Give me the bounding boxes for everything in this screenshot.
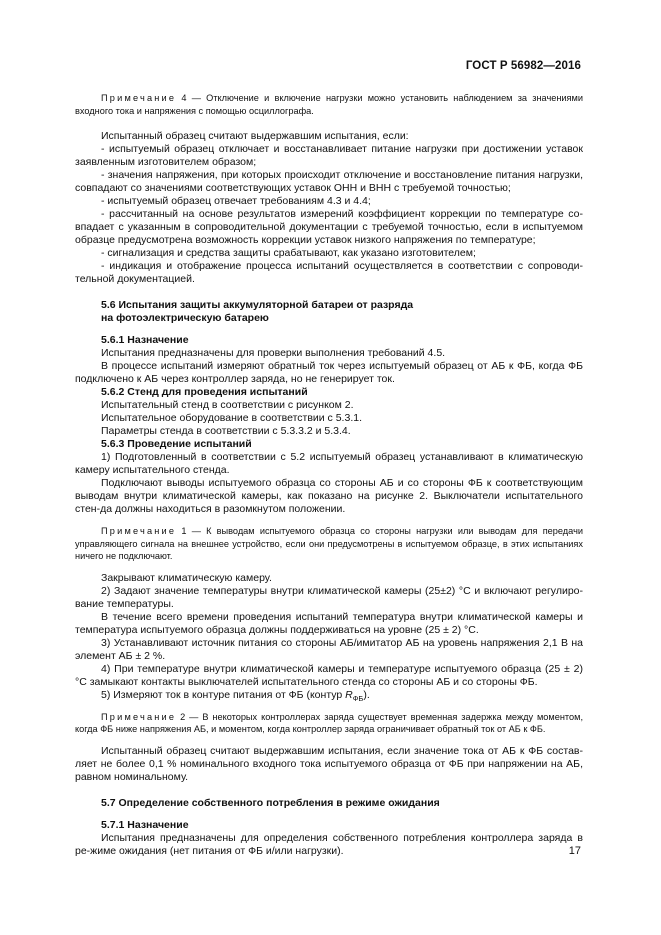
- passed-item: - испытуемый образец отключает и восстанавливает питание нагрузки при достижении уставок заявленным изготовителем образом;: [75, 143, 583, 168]
- paragraph: Испытанный образец считают выдержавшим испытания, если значение тока от АБ к ФБ состав-ляет не более 0,1 % номинального входного тока испытуемого образца от ФБ при напряжении на АБ, равном номинальному.: [75, 744, 583, 783]
- page-number: 17: [568, 845, 581, 857]
- paragraph: Параметры стенда в соответствии с 5.3.3.2 и 5.3.4.: [101, 425, 351, 437]
- paragraph: Закрывают климатическую камеру.: [101, 571, 272, 584]
- paragraph-step-5: [75, 689, 583, 705]
- section-5-7-1-title: 5.7.1 Назначение: [101, 818, 189, 831]
- note-4: [75, 92, 583, 117]
- passed-item: - значения напряжения, при которых происходит отключение и восстановление питания нагрузки, совпадают со значениями соответствующих уставок ОНН и ВНН с требуемой точностью;: [75, 169, 583, 194]
- paragraph: Испытательный стенд в соответствии с рисунком 2.: [101, 399, 354, 411]
- paragraph: Испытательное оборудование в соответствии с 5.3.1.: [101, 412, 362, 424]
- resistance-subscript: ФБ: [352, 693, 364, 703]
- section-5-6-2-title: 5.6.2 Стенд для проведения испытаний: [101, 386, 308, 398]
- section-5-6-3-title: 5.6.3 Проведение испытаний: [101, 438, 252, 450]
- section-5-6-1-title: 5.6.1 Назначение: [101, 334, 189, 346]
- section-5-6-title-line1: 5.6 Испытания защиты аккумуляторной батареи от разряда: [101, 299, 414, 311]
- note-text: 1 — К выводам испытуемого образца со стороны нагрузки или выводам для передачи управляющего сигнала на внешнее устройство, если они предусмотрены в испытуемом образце, в этих испытаниях ничего не подключают.: [75, 526, 583, 561]
- note-text: 4 — Отключение и включение нагрузки можно установить наблюдением за значениями входного тока и напряжения с помощью осциллографа.: [75, 93, 583, 116]
- paragraph: 1) Подготовленный в соответствии с 5.2 испытуемый образец устанавливают в климатическую камеру испытательного стенда.: [75, 451, 583, 476]
- standard-number: ГОСТ Р 56982—2016: [465, 60, 581, 72]
- passed-item: - индикация и отображение процесса испытаний осуществляется в соответствии с сопроводи-тельной документацией.: [75, 260, 583, 285]
- note-label: Примечание: [101, 93, 177, 103]
- passed-item: - сигнализация и средства защиты срабатывают, как указано изготовителем;: [101, 247, 476, 259]
- paragraph: 4) При температуре внутри климатической камеры и температуре испытуемого образца (25 ± 2) °С замыкают контакты выключателей испытательного стенда со стороны АБ и со стороны ФБ.: [75, 662, 583, 688]
- note-text: 2 — В некоторых контроллерах заряда существует временная задержка между моментом, когда ФБ ниже напряжения АБ, и моментом, когда контроллер заряда ограничивает обратный ток от АБ к ФБ.: [75, 711, 583, 735]
- paragraph: Испытания предназначены для проверки выполнения требований 4.5.: [101, 347, 446, 359]
- passed-item: - испытуемый образец отвечает требованиям 4.3 и 4.4;: [101, 195, 371, 207]
- paragraph: В процессе испытаний измеряют обратный ток через испытуемый образец от АБ к ФБ, когда ФБ подключено к АБ через контроллер заряда, но не генерирует ток.: [75, 360, 583, 385]
- note-label: Примечание: [101, 711, 177, 722]
- passed-intro: Испытанный образец считают выдержавшим испытания, если:: [101, 130, 409, 142]
- section-5-6-title-cont: [75, 312, 583, 325]
- step-5-end: ).: [363, 688, 370, 701]
- section-5-6-title-line2: на фотоэлектрическую батарею: [101, 312, 269, 324]
- section-5-6-title: [75, 299, 583, 312]
- page-content: [75, 92, 583, 858]
- section-5-7-title: 5.7 Определение собственного потребления в режиме ожидания: [101, 796, 440, 809]
- resistance-symbol: R: [345, 688, 353, 701]
- paragraph: В течение всего времени проведения испытаний температура внутри климатической камеры и температура испытуемого образца должны поддерживаться на уровне (25 ± 2) °С.: [75, 610, 583, 636]
- passed-item: - рассчитанный на основе результатов измерений коэффициент коррекции по температуре со-впадает с указанным в сопроводительной документации с требуемой точностью, если в испытуемом образце предусмотрена возможность коррекции уставок низкого напряжения по температуре;: [75, 208, 583, 246]
- note-label: Примечание: [101, 526, 177, 536]
- paragraph: 3) Устанавливают источник питания со стороны АБ/имитатор АБ на уровень напряжения 2,1 В на элемент АБ ± 2 %.: [75, 636, 583, 662]
- paragraph: Подключают выводы испытуемого образца со стороны АБ и со стороны ФБ к соответствующим выводам внутри климатической камеры, как показано на рисунке 2. Выключатели испытательного стен-да должны находиться в разомкнутом положении.: [75, 477, 583, 515]
- paragraph: Испытания предназначены для определения собственного потребления контроллера заряда в ре-жиме ожидания (нет питания от ФБ и/или нагрузки).: [75, 831, 583, 857]
- step-5-text: 5) Измеряют ток в контуре питания от ФБ (контур: [101, 688, 346, 701]
- note-1: [75, 525, 583, 563]
- note-2: [75, 711, 583, 736]
- paragraph: 2) Задают значение температуры внутри климатической камеры (25±2) °С и включают регулиро-вание температуры.: [75, 584, 583, 610]
